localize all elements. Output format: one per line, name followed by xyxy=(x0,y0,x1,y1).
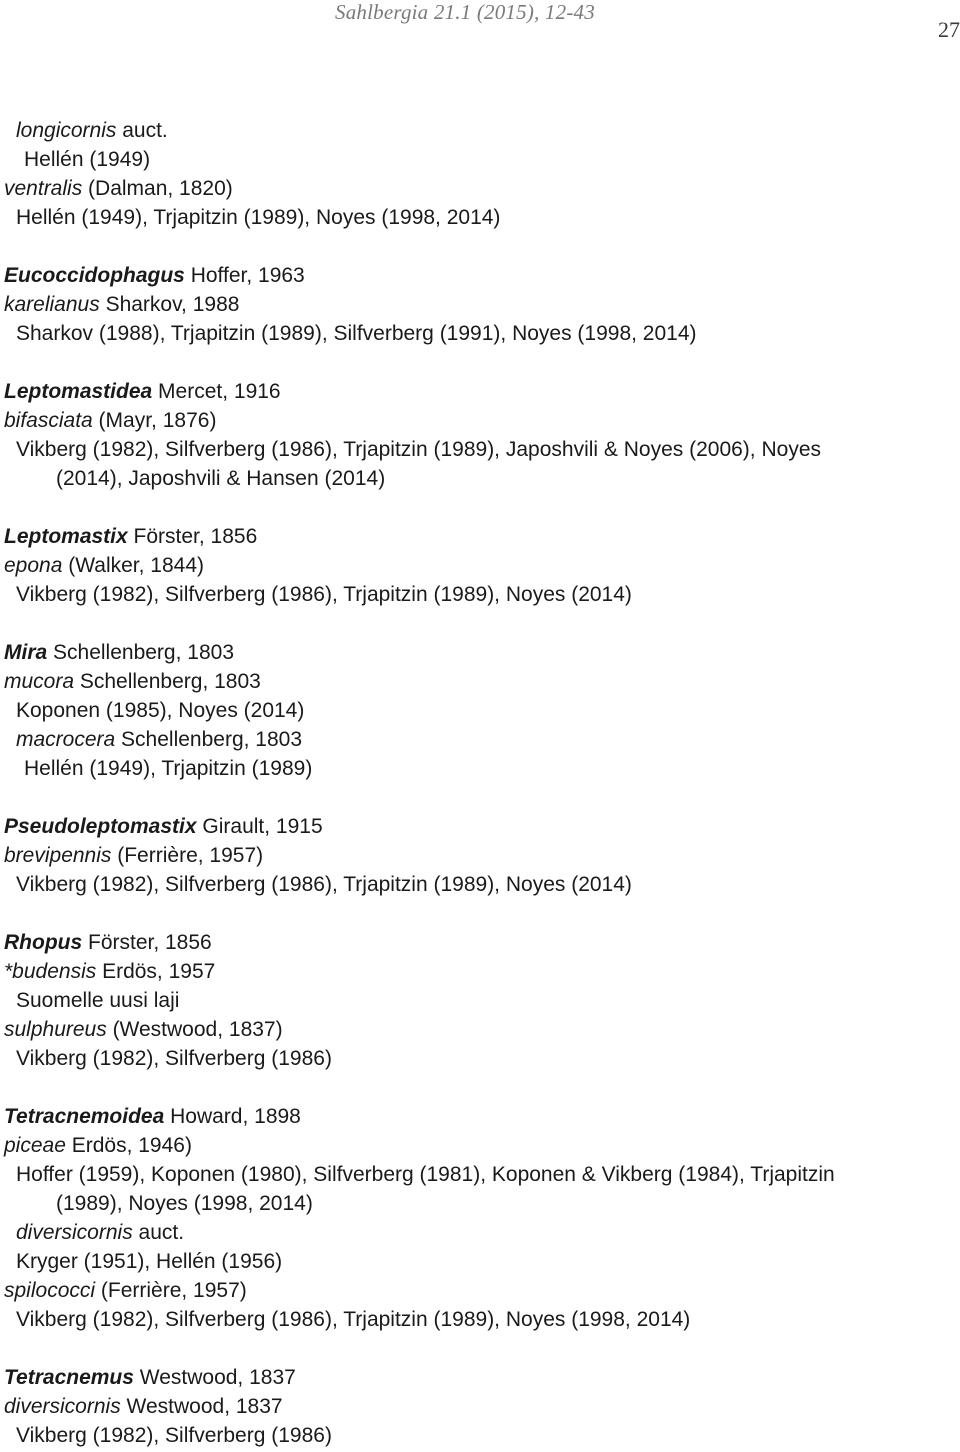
species-entry xyxy=(0,1392,960,1421)
species-name: bifasciata xyxy=(4,409,93,432)
genus-author: Hoffer, 1963 xyxy=(184,264,305,287)
genus-author: Westwood, 1837 xyxy=(133,1366,296,1389)
species-name: karelianus xyxy=(4,293,100,316)
genus-author: Förster, 1856 xyxy=(82,931,212,954)
spacer xyxy=(0,1334,960,1363)
spacer xyxy=(0,493,960,522)
genus-entry xyxy=(0,928,960,957)
reference-line: Kryger (1951), Hellén (1956) xyxy=(16,1250,283,1273)
species-name: diversicornis xyxy=(4,1395,121,1418)
reference-line: Koponen (1985), Noyes (2014) xyxy=(16,699,305,722)
genus-entry xyxy=(0,638,960,667)
genus-entry xyxy=(0,261,960,290)
species-name: sulphureus xyxy=(4,1018,107,1041)
species-entry xyxy=(0,551,960,580)
species-entry xyxy=(0,1276,960,1305)
species-author: Erdös, 1957 xyxy=(96,960,216,983)
species-name: brevipennis xyxy=(4,844,112,867)
genus-author: Förster, 1856 xyxy=(127,525,258,548)
species-author: (Mayr, 1876) xyxy=(92,409,217,432)
genus-name: Tetracnemus xyxy=(4,1366,134,1389)
reference-line: Vikberg (1982), Silfverberg (1986) xyxy=(16,1047,332,1070)
reference-line: Hellén (1949), Trjapitzin (1989) xyxy=(24,757,313,780)
genus-name: Eucoccidophagus xyxy=(4,264,185,287)
genus-name: Tetracnemoidea xyxy=(4,1105,165,1128)
species-entry xyxy=(0,667,960,696)
genus-entry xyxy=(0,522,960,551)
genus-entry xyxy=(0,812,960,841)
species-author: (Walker, 1844) xyxy=(62,554,205,577)
species-name: spilococci xyxy=(4,1279,96,1302)
page-header xyxy=(0,0,960,40)
species-author: Sharkov, 1988 xyxy=(99,293,240,316)
species-author: Erdös, 1946) xyxy=(65,1134,192,1157)
species-name: macrocera xyxy=(16,728,116,751)
species-name: mucora xyxy=(4,670,75,693)
reference-line: Vikberg (1982), Silfverberg (1986), Trjapitzin (1989), Noyes (1998, 2014) xyxy=(16,1308,691,1331)
species-author: (Dalman, 1820) xyxy=(82,177,233,200)
species-author: Schellenberg, 1803 xyxy=(74,670,261,693)
genus-name: Leptomastidea xyxy=(4,380,153,403)
spacer xyxy=(0,609,960,638)
species-author: (Ferrière, 1957) xyxy=(111,844,264,867)
synonym-entry xyxy=(0,1218,960,1247)
species-entry xyxy=(0,1015,960,1044)
genus-author: Howard, 1898 xyxy=(164,1105,301,1128)
species-author: auct. xyxy=(132,1221,185,1244)
genus-entry xyxy=(0,1102,960,1131)
genus-author: Girault, 1915 xyxy=(196,815,323,838)
reference-line: Vikberg (1982), Silfverberg (1986), Trjapitzin (1989), Noyes (2014) xyxy=(16,583,632,606)
synonym-entry xyxy=(0,116,960,145)
reference-line: Vikberg (1982), Silfverberg (1986) xyxy=(16,1424,332,1447)
species-name: piceae xyxy=(4,1134,66,1157)
species-entry xyxy=(0,957,960,986)
reference-line: Hellén (1949), Trjapitzin (1989), Noyes (1998, 2014) xyxy=(16,206,501,229)
genus-entry xyxy=(0,1363,960,1392)
page-number: 27 xyxy=(938,17,960,42)
spacer xyxy=(0,348,960,377)
reference-line-continued: (1989), Noyes (1998, 2014) xyxy=(56,1192,313,1215)
spacer xyxy=(0,1073,960,1102)
reference-line-continued: (2014), Japoshvili & Hansen (2014) xyxy=(56,467,386,490)
species-name: epona xyxy=(4,554,63,577)
genus-author: Mercet, 1916 xyxy=(152,380,281,403)
genus-name: Pseudoleptomastix xyxy=(4,815,197,838)
species-author: (Westwood, 1837) xyxy=(106,1018,283,1041)
journal-reference: Sahlbergia 21.1 (2015), 12-43 xyxy=(335,0,595,24)
species-entry xyxy=(0,174,960,203)
reference-line: Vikberg (1982), Silfverberg (1986), Trjapitzin (1989), Japoshvili & Noyes (2006), Noyes xyxy=(16,438,821,461)
reference-line: Sharkov (1988), Trjapitzin (1989), Silfverberg (1991), Noyes (1998, 2014) xyxy=(16,322,697,345)
genus-name: Rhopus xyxy=(4,931,83,954)
reference-line: Vikberg (1982), Silfverberg (1986), Trjapitzin (1989), Noyes (2014) xyxy=(16,873,632,896)
species-name: longicornis xyxy=(16,119,117,142)
spacer xyxy=(0,783,960,812)
synonym-entry xyxy=(0,725,960,754)
species-list xyxy=(0,116,960,1450)
species-entry xyxy=(0,406,960,435)
species-entry xyxy=(0,841,960,870)
species-author: auct. xyxy=(116,119,168,142)
species-author: Westwood, 1837 xyxy=(120,1395,283,1418)
reference-line: Hoffer (1959), Koponen (1980), Silfverberg (1981), Koponen & Vikberg (1984), Trjapitzin xyxy=(16,1163,835,1186)
species-entry xyxy=(0,290,960,319)
genus-name: Leptomastix xyxy=(4,525,128,548)
species-entry xyxy=(0,1131,960,1160)
spacer xyxy=(0,232,960,261)
species-name: *budensis xyxy=(4,960,97,983)
spacer xyxy=(0,899,960,928)
species-name: ventralis xyxy=(4,177,83,200)
reference-line: Hellén (1949) xyxy=(24,148,151,171)
species-author: (Ferrière, 1957) xyxy=(95,1279,247,1302)
genus-author: Schellenberg, 1803 xyxy=(47,641,234,664)
note-line: Suomelle uusi laji xyxy=(16,989,180,1012)
species-name: diversicornis xyxy=(16,1221,133,1244)
genus-name: Mira xyxy=(4,641,48,664)
genus-entry xyxy=(0,377,960,406)
species-author: Schellenberg, 1803 xyxy=(115,728,303,751)
